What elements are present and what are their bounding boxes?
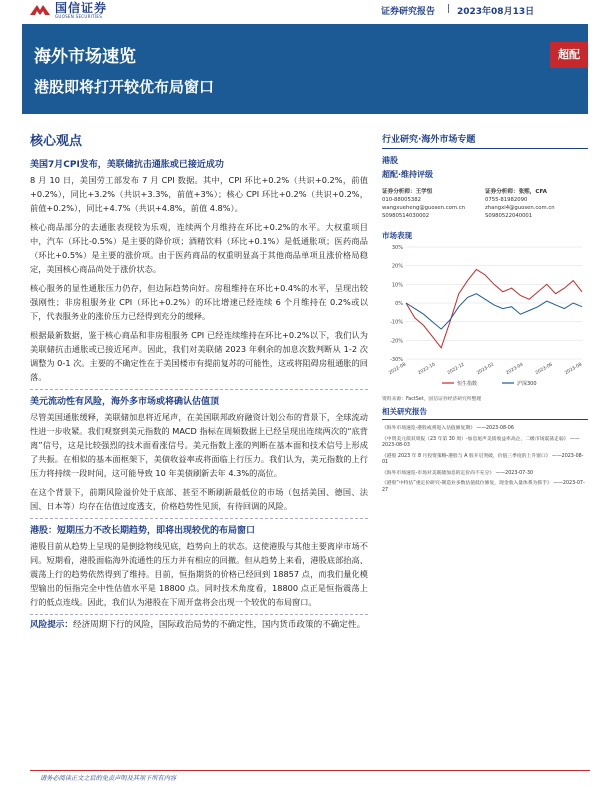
report-title: 海外市场速览: [34, 47, 136, 67]
related-report-link[interactable]: 《中资美元债双周报（23 年第 30 周）-加息尾声美债收益率高企，二级市场震荡走弱》 ——2023-08-03: [382, 436, 580, 448]
chart-source: 资料来源：FactSet，国信证券经济研究所整理: [382, 397, 482, 402]
x-tick-label: 2022-10: [417, 362, 437, 377]
paragraph-valuation-top: 在这个背景下，前期风险溢价处于底部、甚至不断刷新最低位的市场（包括美国、德国、法国、日本等）均存在估值过度透支，价格趋势性见顶，有待回调的风险。: [30, 487, 368, 511]
divider: [30, 389, 368, 390]
subheading-hk-stocks: 港股：短期压力不改长期趋势，即将出现较优的布局窗口: [30, 526, 256, 536]
market-name: 港股: [382, 156, 398, 165]
related-report-link[interactable]: 《港股 2023 年 8 月投资策略-港股与 A 股开启突破，价值三季度的上升窗口》 ——2023-08-01: [382, 453, 584, 465]
legend-label: 沪深300: [517, 381, 537, 387]
section-title: 核心观点: [30, 134, 83, 149]
title-banner: [22, 24, 588, 114]
paragraph-core-goods: 核心商品部分的去通胀表现较为乐观，连续两个月维持在环比+0.2%的水平。大权重项目中，汽车（环比-0.5%）是主要的降价项；酒精饮料（环比+0.1%）是低通胀项；医药商品（环比+0.5%）是主要的涨价项。由于医药商品的权重明显高于其他商品单项且涨价格局稳定，美国核心商品尚处于涨价状态。: [30, 222, 368, 274]
x-tick-label: 2022-12: [446, 362, 466, 377]
risk-label: 风险提示：: [30, 620, 73, 630]
paragraph-core-services: 核心服务的显性通胀压力仍存，但边际趋势向好。房租维持在环比+0.4%的水平，呈现出较强刚性；非房租服务业 CPI（环比+0.2%）的环比增速已经连续 6 个月维持在 0.2%或以下，代表服务业的涨价压力已经得到充分的缓释。: [30, 283, 368, 321]
analyst-card: [382, 188, 485, 220]
analyst-name: 证券分析师：张熙，CFA: [485, 189, 547, 195]
footer-disclaimer: 请务必阅读正文之后的免责声明及其项下所有内容: [40, 775, 177, 782]
sidebar-divider: [382, 148, 588, 149]
page-header: [0, 0, 600, 22]
x-tick-label: 2023-08: [564, 362, 583, 377]
y-tick-label: 10%: [391, 282, 403, 289]
related-report-link[interactable]: 《港股“中特估”重定价研究-制造业多数估值低位修复，现金收入量体系为抓手》 ——2023-07-27: [382, 481, 585, 493]
report-date: 2023年08月13日: [457, 7, 535, 17]
paragraph-hk-window: 港股目前从趋势上呈现的是倒捻物线见底，趋势向上的状态。这使港股与其他主要离岸市场不同。短期看，港股面临海外流通性的压力并有相应的回撤。但从趋势上来看，港股底部抬高、震荡上行的趋势依然得到了维持。目前，恒指期货的价格已经回到 18857 点，而我们量化模型输出的恒指完全中性估值水平是 18800 点。同时技术角度看，18800 点正是恒指震荡上行的低点连线。因此，我们认为港股在下周开盘将会出现一个较优的布局窗口。: [30, 541, 368, 607]
subheading-cpi: 美国7月CPI发布，美联储抗击通胀或已接近成功: [30, 160, 224, 170]
sidebar-divider: [382, 419, 588, 420]
company-logo: [30, 0, 107, 20]
logo-english-name: GUOSEN SECURITIES: [55, 13, 103, 19]
rating-badge: 超配: [550, 42, 588, 68]
risk-text: 经济周期下行的风险，国际政治局势的不确定性，国内货币政策的不确定性。: [72, 620, 366, 630]
related-report-link[interactable]: 《海外市场速览-港股或将进入估值修复期》 ——2023-08-06: [382, 426, 514, 431]
series-line: [406, 269, 582, 347]
analyst-license: S0980522040001: [485, 213, 533, 219]
y-tick-label: 20%: [391, 263, 403, 270]
footer-rule: [30, 770, 590, 771]
paragraph-cpi-data: 8 月 10 日，美国劳工部发布 7 月 CPI 数据。其中，CPI 环比+0.2%（共识+0.2%，前值+0.2%），同比+3.2%（共识+3.3%，前值+3%）；核心 CPI 环比+0.2%（共识+0.2%，前值+0.2%），同比+4.7%（共识+4.8%，前值 4.8%）。: [30, 175, 368, 213]
header-separator: |: [447, 4, 451, 14]
report-subtitle: 港股即将打开较优布局窗口: [34, 78, 215, 96]
core-views-column: [30, 130, 368, 632]
logo-chinese-name: 国信证券: [55, 0, 108, 15]
related-reports-title: 相关研究报告: [382, 407, 427, 416]
y-tick-label: -30%: [390, 357, 403, 363]
research-category: 行业研究·海外市场专题: [382, 135, 476, 145]
logo-mark-icon: [30, 3, 50, 17]
report-type: 证券研究报告: [381, 7, 436, 17]
series-line: [406, 294, 582, 329]
analyst-card: [485, 188, 588, 220]
x-tick-label: 2023-06: [534, 362, 554, 377]
analyst-name: 证券分析师：王学恒: [382, 189, 433, 195]
analyst-email[interactable]: zhangxi4@guosen.com.cn: [485, 205, 555, 211]
subheading-liquidity: 美元流动性有风险，海外多市场或将确认估值顶: [30, 397, 220, 407]
risk-warning: [30, 618, 368, 632]
y-tick-label: -20%: [390, 338, 403, 345]
market-performance-chart: [382, 241, 588, 389]
rating-text: 超配·维持评级: [382, 170, 434, 179]
paragraph-dollar-index: 尽管美国通胀缓释，美联储加息将近尾声，在美国联邦政府融资计划公布的背景下，全球流动性进一步收紧。我们观察到美元指数的 MACD 指标在周频数据上已经呈现出连续两次的“底背离”信号，这是比较强烈的技术面看涨信号。美元指数上涨的判断在基本面和技术信号上形成了共振。在相似的基本面框架下，美债收益率或将面临上行压力。我们认为，美元指数的上行压力将持续一段时间，这可能导致 10 年美债刷新去年 4.3%的高位。: [30, 412, 368, 478]
x-tick-label: 2022-08: [388, 362, 407, 377]
paragraph-fed-outlook: 根据最新数据，鉴于核心商品和非房租服务 CPI 已经连续维持在环比+0.2%以下，我们认为美联储抗击通胀或已接近尾声。因此，我们对美联储 2023 年剩余的加息次数判断从 1-2 次调整为 0-1 次。主要的不确定性在于美国楼市有提前复苏的可能性，这或将阻碍房租通胀的回落。: [30, 330, 368, 382]
chart-title: 市场表现: [382, 231, 412, 240]
analyst-phone: 010-88005382: [382, 197, 421, 203]
y-tick-label: 0%: [395, 301, 403, 307]
divider: [30, 614, 368, 615]
analyst-info: [382, 188, 588, 220]
related-report-link[interactable]: 《海外市场速览-市场对美联储加息的定价尚不充分》 ——2023-07-30: [382, 470, 534, 476]
analyst-email[interactable]: wangxueheng@guosen.com.cn: [382, 205, 465, 211]
analyst-phone: 0755-81982090: [485, 197, 528, 203]
analyst-license: S0980514030002: [382, 213, 430, 219]
x-tick-label: 2023-04: [505, 362, 525, 377]
x-tick-label: 2023-02: [476, 362, 495, 377]
legend-label: 恒生指数: [457, 381, 478, 387]
y-tick-label: 30%: [391, 245, 403, 251]
divider: [30, 518, 368, 519]
y-tick-label: -10%: [390, 319, 403, 326]
sidebar: [382, 132, 588, 494]
